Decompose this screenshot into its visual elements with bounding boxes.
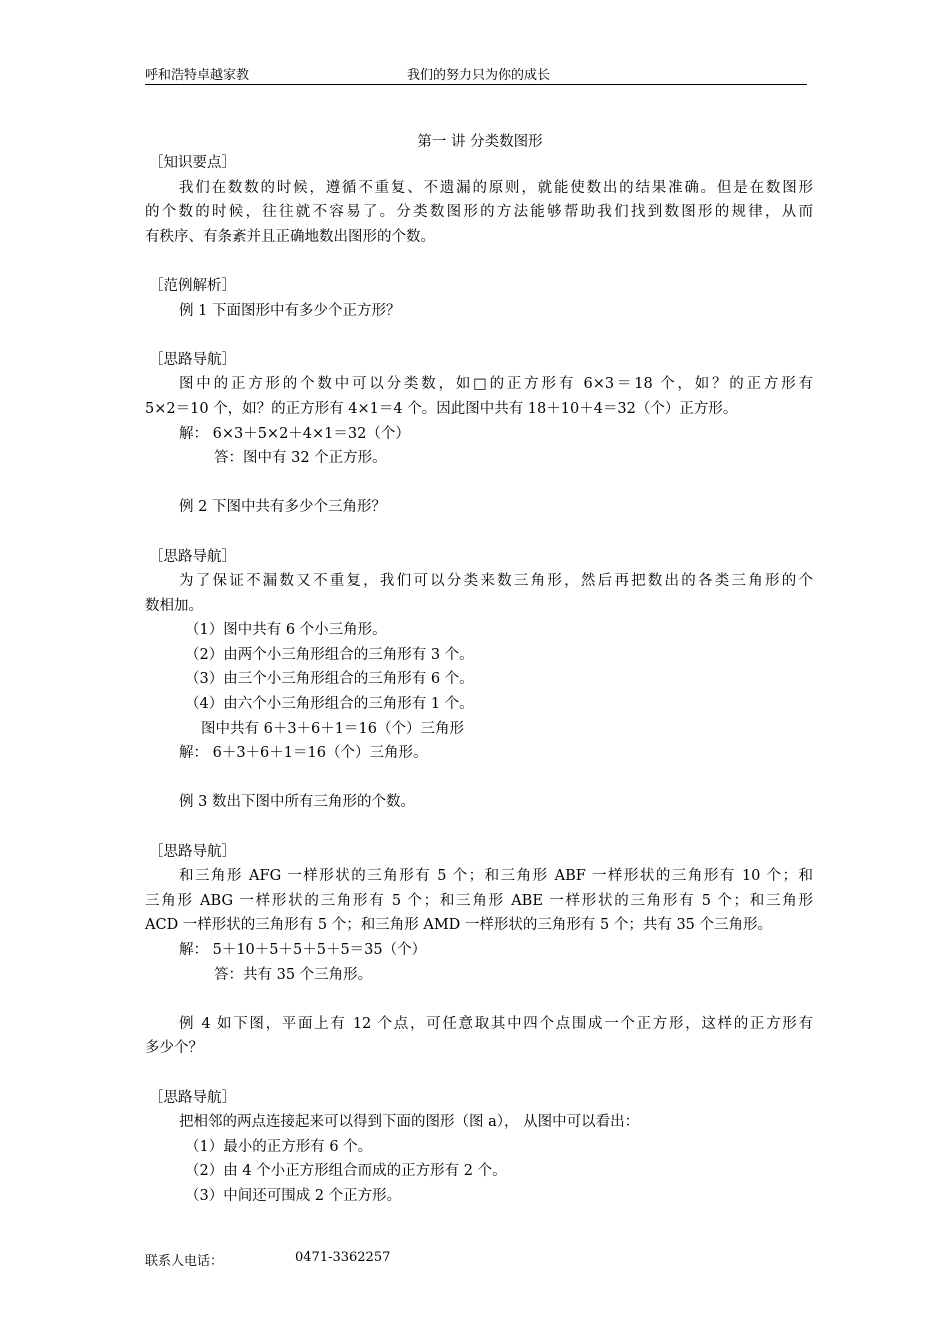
text-line: 答：共有 35 个三角形。 — [214, 966, 373, 983]
text-line: 的个数的时候，往往就不容易了。分类数图形的方法能够帮助我们找到数图形的规律，从而 — [145, 204, 813, 221]
header-left-text: 呼和浩特卓越家教 — [145, 68, 250, 83]
text-line: 我们在数数的时候，遵循不重复、不遗漏的原则，就能使数出的结果准确。但是在数图形 — [179, 179, 813, 196]
blank-line — [145, 1061, 813, 1086]
text-line: 多少个？ — [145, 1040, 203, 1057]
text-line: ［思路导航］ — [149, 1089, 236, 1106]
text-line: 为了保证不漏数又不重复，我们可以分类来数三角形，然后再把数出的各类三角形的个 — [179, 573, 813, 590]
text-line: 答：图中有 32 个正方形。 — [214, 450, 387, 467]
page-header — [145, 60, 807, 85]
text-line: （1）图中共有 6 个小三角形。 — [185, 622, 387, 639]
text-line: ACD 一样形状的三角形有 5 个；和三角形 AMD 一样形状的三角形有 5 个；共有 35 个三角形。 — [145, 917, 773, 934]
text-line: 例 3 数出下图中所有三角形的个数。 — [179, 794, 415, 811]
text-line: 图中的正方形的个数中可以分类数，如□的正方形有 6×3＝18 个，如？的正方形有 — [179, 376, 813, 393]
text-line: 把相邻的两点连接起来可以得到下面的图形（图 a）， 从图中可以看出： — [179, 1114, 640, 1131]
blank-line — [145, 249, 813, 274]
text-line: （2）由 4 个小正方形组合而成的正方形有 2 个。 — [185, 1163, 507, 1180]
text-line: 和三角形 AFG 一样形状的三角形有 5 个；和三角形 ABF 一样形状的三角形有 10 个；和 — [179, 868, 813, 885]
blank-line — [145, 815, 813, 840]
header-center-text: 我们的努力只为你的成长 — [407, 68, 551, 83]
text-line: ［知识要点］ — [149, 155, 236, 171]
blank-line — [145, 987, 813, 1012]
text-line: ［思路导航］ — [149, 843, 236, 860]
page-footer — [145, 1250, 391, 1269]
footer-contact-label: 联系人电话： — [145, 1254, 224, 1269]
page-title: 第一 讲 分类数图形 — [417, 134, 543, 150]
text-line: 5×2＝10 个，如？的正方形有 4×1＝4 个。因此图中共有 18＋10＋4＝32（个）正方形。 — [145, 400, 738, 417]
text-line: 数相加。 — [145, 597, 203, 614]
text-line: 解： 6＋3＋6＋1＝16（个）三角形。 — [179, 745, 428, 762]
text-line: 例 4 如下图，平面上有 12 个点，可任意取其中四个点围成一个正方形，这样的正方形有 — [179, 1015, 813, 1032]
text-line: 例 1 下面图形中有多少个正方形？ — [179, 302, 401, 319]
text-line: （3）中间还可围成 2 个正方形。 — [185, 1187, 402, 1204]
text-line: 有秩序、有条紊并且正确地数出图形的个数。 — [145, 228, 435, 245]
text-line: 图中共有 6＋3＋6＋1＝16（个）三角形 — [201, 720, 464, 737]
blank-line — [145, 323, 813, 348]
text-line: 解： 6×3＋5×2＋4×1＝32（个） — [179, 425, 410, 442]
text-line: ［范例解析］ — [149, 277, 236, 294]
footer-phone-number: 0471-3362257 — [295, 1250, 391, 1265]
blank-line — [145, 471, 813, 496]
blank-line — [145, 520, 813, 545]
text-line: 解： 5＋10＋5＋5＋5＋5＝35（个） — [179, 942, 427, 958]
text-line: （4）由六个小三角形组合的三角形有 1 个。 — [185, 696, 474, 713]
text-line: 三角形 ABG 一样形状的三角形有 5 个；和三角形 ABE 一样形状的三角形有 5 个；和三角形 — [145, 892, 813, 909]
text-line: ［思路导航］ — [149, 351, 236, 368]
text-line: （1）最小的正方形有 6 个。 — [185, 1138, 373, 1155]
blank-line — [145, 766, 813, 791]
text-line: （3）由三个小三角形组合的三角形有 6 个。 — [185, 671, 474, 688]
text-line: （2）由两个小三角形组合的三角形有 3 个。 — [185, 646, 474, 663]
document-body — [145, 151, 813, 1209]
text-line: 例 2 下图中共有多少个三角形？ — [179, 499, 386, 516]
text-line: ［思路导航］ — [149, 548, 236, 565]
